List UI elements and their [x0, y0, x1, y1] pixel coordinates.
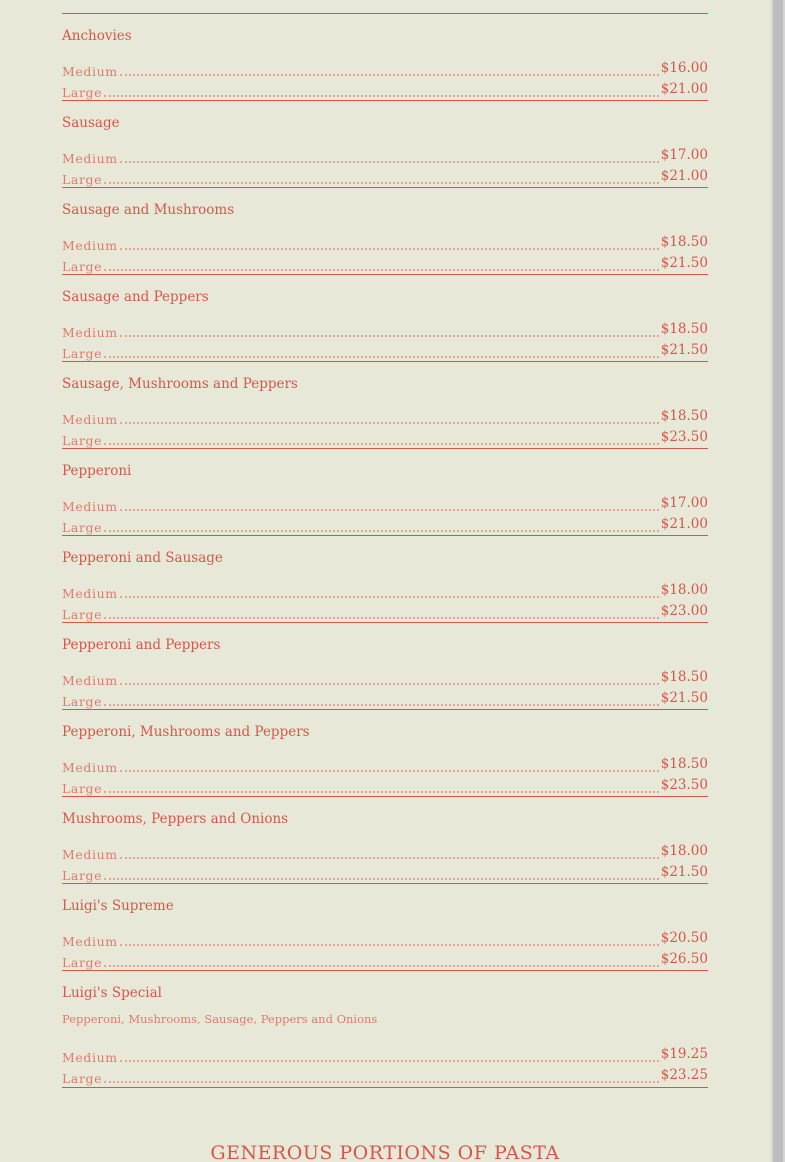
price-row-large	[62, 517, 708, 535]
dot-leader	[120, 856, 659, 859]
menu-item	[62, 971, 708, 1088]
size-label: Large	[62, 781, 103, 796]
size-label: Medium	[62, 64, 118, 79]
pizza-menu-list	[62, 0, 708, 1088]
price-row-medium	[62, 931, 708, 949]
price: $23.25	[660, 1067, 708, 1083]
dot-leader	[120, 943, 659, 946]
size-label: Medium	[62, 325, 118, 340]
menu-item	[62, 362, 708, 449]
section-heading-pasta: GENEROUS PORTIONS OF PASTA	[210, 1142, 560, 1162]
size-label: Large	[62, 607, 103, 622]
scrollbar[interactable]	[771, 0, 785, 1162]
menu-item	[62, 14, 708, 101]
dot-leader	[120, 769, 659, 772]
menu-item	[62, 449, 708, 536]
dot-leader	[104, 964, 659, 967]
item-name: Sausage, Mushrooms and Peppers	[62, 376, 298, 392]
dot-leader	[104, 1080, 659, 1083]
dot-leader	[120, 334, 659, 337]
dot-leader	[120, 682, 659, 685]
menu-item	[62, 536, 708, 623]
price-row-medium	[62, 496, 708, 514]
price-row-large	[62, 952, 708, 970]
price: $18.50	[660, 321, 708, 337]
menu-item	[62, 797, 708, 884]
price: $18.50	[660, 408, 708, 424]
dot-leader	[104, 94, 659, 97]
menu-item	[62, 188, 708, 275]
price: $18.50	[660, 234, 708, 250]
price-row-large	[62, 691, 708, 709]
dot-leader	[120, 595, 659, 598]
price: $26.50	[660, 951, 708, 967]
dot-leader	[104, 616, 659, 619]
size-label: Medium	[62, 673, 118, 688]
size-label: Large	[62, 868, 103, 883]
price: $20.50	[660, 930, 708, 946]
price-row-medium	[62, 235, 708, 253]
dot-leader	[104, 442, 659, 445]
size-label: Medium	[62, 586, 118, 601]
size-label: Large	[62, 346, 103, 361]
dot-leader	[120, 247, 659, 250]
size-label: Medium	[62, 934, 118, 949]
price: $18.50	[660, 756, 708, 772]
price-row-large	[62, 430, 708, 448]
size-label: Large	[62, 520, 103, 535]
menu-item	[62, 623, 708, 710]
price: $23.50	[660, 429, 708, 445]
item-name: Sausage and Mushrooms	[62, 202, 235, 218]
size-label: Large	[62, 259, 103, 274]
scrollbar-thumb[interactable]	[773, 0, 783, 1162]
price-row-large	[62, 604, 708, 622]
dot-leader	[104, 355, 659, 358]
dot-leader	[120, 421, 659, 424]
price: $23.00	[660, 603, 708, 619]
dot-leader	[104, 790, 659, 793]
price: $18.00	[660, 582, 708, 598]
price: $21.50	[660, 864, 708, 880]
size-label: Medium	[62, 1050, 118, 1065]
price-row-medium	[62, 322, 708, 340]
dot-leader	[120, 73, 659, 76]
price: $21.00	[660, 81, 708, 97]
divider	[62, 0, 708, 14]
item-name: Sausage and Peppers	[62, 289, 209, 305]
item-name: Anchovies	[62, 28, 132, 44]
price-row-medium	[62, 757, 708, 775]
size-label: Large	[62, 172, 103, 187]
item-name: Sausage	[62, 115, 120, 131]
size-label: Medium	[62, 151, 118, 166]
size-label: Large	[62, 85, 103, 100]
dot-leader	[104, 181, 659, 184]
menu-item	[62, 101, 708, 188]
price: $19.25	[660, 1046, 708, 1062]
item-name: Pepperoni and Peppers	[62, 637, 221, 653]
dot-leader	[104, 529, 659, 532]
item-name: Mushrooms, Peppers and Onions	[62, 811, 289, 827]
size-label: Large	[62, 1071, 103, 1086]
dot-leader	[120, 508, 659, 511]
dot-leader	[104, 877, 659, 880]
size-label: Medium	[62, 412, 118, 427]
price-row-medium	[62, 409, 708, 427]
price: $21.50	[660, 342, 708, 358]
menu-item	[62, 884, 708, 971]
price: $16.00	[660, 60, 708, 76]
size-label: Large	[62, 433, 103, 448]
item-description: Pepperoni, Mushrooms, Sausage, Peppers and Onions	[62, 1012, 378, 1026]
size-label: Medium	[62, 499, 118, 514]
item-name: Luigi's Supreme	[62, 898, 174, 914]
dot-leader	[120, 1059, 659, 1062]
menu-item	[62, 275, 708, 362]
price-row-large	[62, 778, 708, 796]
item-name: Luigi's Special	[62, 985, 162, 1001]
price-row-large	[62, 865, 708, 883]
price-row-large	[62, 169, 708, 187]
item-name: Pepperoni, Mushrooms and Peppers	[62, 724, 310, 740]
price: $21.00	[660, 168, 708, 184]
size-label: Medium	[62, 760, 118, 775]
dot-leader	[104, 268, 659, 271]
size-label: Medium	[62, 238, 118, 253]
price: $21.50	[660, 255, 708, 271]
price-row-medium	[62, 1047, 708, 1065]
price-row-medium	[62, 670, 708, 688]
price-row-large	[62, 343, 708, 361]
price: $18.50	[660, 669, 708, 685]
price: $23.50	[660, 777, 708, 793]
price-row-medium	[62, 583, 708, 601]
size-label: Large	[62, 955, 103, 970]
dot-leader	[120, 160, 659, 163]
price: $21.00	[660, 516, 708, 532]
price-row-medium	[62, 61, 708, 79]
price: $21.50	[660, 690, 708, 706]
item-name: Pepperoni and Sausage	[62, 550, 223, 566]
price: $18.00	[660, 843, 708, 859]
menu-item	[62, 710, 708, 797]
price: $17.00	[660, 495, 708, 511]
item-name: Pepperoni	[62, 463, 132, 479]
price-row-medium	[62, 844, 708, 862]
price-row-medium	[62, 148, 708, 166]
price-row-large	[62, 256, 708, 274]
size-label: Large	[62, 694, 103, 709]
price-row-large	[62, 82, 708, 100]
dot-leader	[104, 703, 659, 706]
price: $17.00	[660, 147, 708, 163]
size-label: Medium	[62, 847, 118, 862]
price-row-large	[62, 1068, 708, 1086]
